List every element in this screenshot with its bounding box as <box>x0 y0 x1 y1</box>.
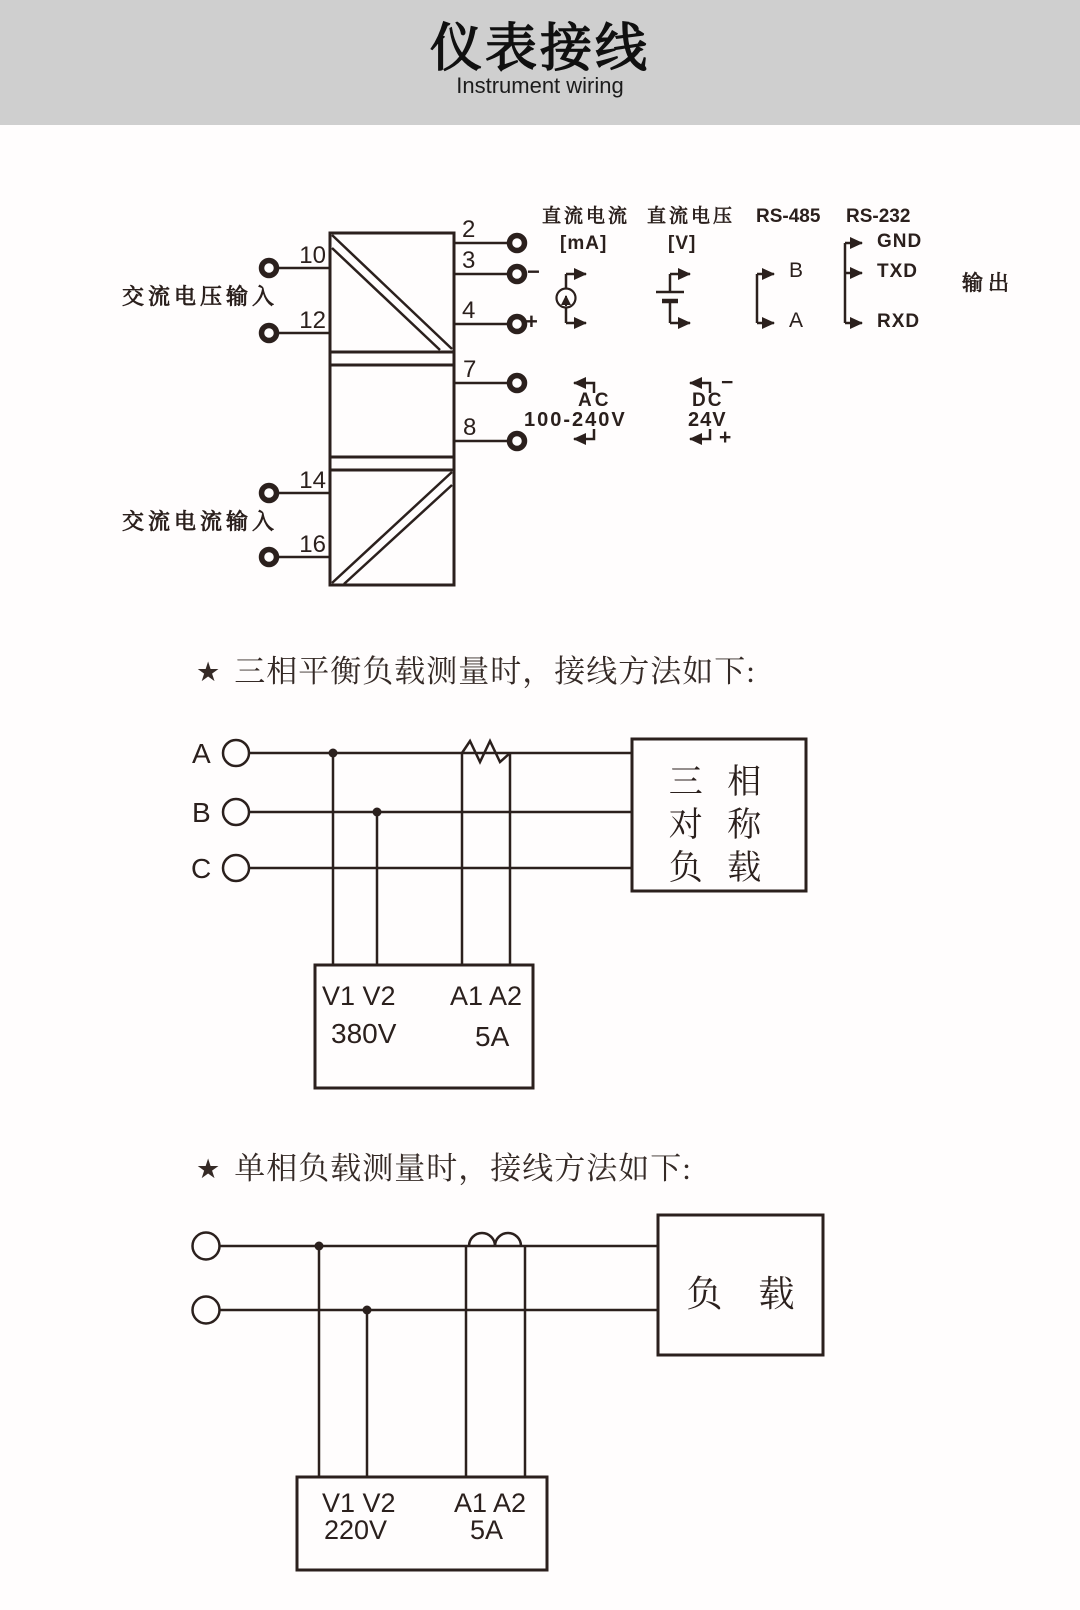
ac-voltage-input-label: 交流电压输入 <box>122 284 279 309</box>
meter1-current-terminals: A1 A2 <box>450 981 523 1011</box>
terminal-circle <box>510 434 525 449</box>
terminal-circle <box>510 376 525 391</box>
dc-current-label: 直流电流 <box>542 206 631 227</box>
terminal-16: 16 <box>299 531 326 558</box>
rs485-label: RS-485 <box>756 206 821 227</box>
meter2-current-terminals: A1 A2 <box>454 1488 527 1518</box>
isolation-diagonal-top <box>332 235 452 350</box>
meter1-voltage-terminals: V1 V2 <box>322 981 396 1011</box>
page-title: 仪表接线 <box>429 20 650 78</box>
power-dc-plus: + <box>719 426 732 449</box>
rs485-bracket <box>757 274 774 323</box>
rs232-pin-rxd: RXD <box>877 311 921 332</box>
terminal-7: 7 <box>463 356 477 383</box>
output-label: 输出 <box>962 272 1014 295</box>
terminal-12: 12 <box>299 307 326 334</box>
phase-terminal <box>193 1233 220 1260</box>
phase-label-a: A <box>192 738 211 769</box>
phase-terminal <box>223 740 249 766</box>
rs232-label: RS-232 <box>846 206 911 227</box>
three-phase-load-row-1: 三 相 <box>668 764 770 801</box>
terminal-4-plus: + <box>525 309 538 334</box>
dc-current-unit: [mA] <box>560 233 608 254</box>
terminal-3-minus: − <box>527 259 540 284</box>
star-icon: ★ <box>196 657 221 688</box>
power-dc-range: 24V <box>688 409 727 431</box>
dc-voltage-unit: [V] <box>668 233 697 254</box>
dc-current-source-symbol <box>557 274 587 323</box>
rs232-bracket <box>845 243 862 323</box>
single-phase-heading <box>196 1152 692 1186</box>
meter1-voltage-rating: 380V <box>331 1018 397 1049</box>
three-phase-heading <box>196 655 756 689</box>
power-ac-name: AC <box>578 390 612 411</box>
dc-voltage-label: 直流电压 <box>647 206 736 227</box>
star-icon: ★ <box>196 1154 221 1185</box>
isolation-diagonal-bottom <box>332 472 452 584</box>
terminal-8: 8 <box>463 414 477 441</box>
power-dc-name: DC <box>692 390 724 411</box>
three-phase-heading-text: 三相平衡负载测量时，接线方法如下: <box>234 654 756 689</box>
phase-terminal <box>223 855 249 881</box>
terminal-4: 4 <box>462 297 476 324</box>
phase-label-b: B <box>192 797 211 828</box>
meter2-current-rating: 5A <box>470 1515 504 1545</box>
terminal-circle <box>262 261 277 276</box>
terminal-circle <box>262 326 277 341</box>
terminal-circle <box>510 317 525 332</box>
terminal-circle <box>510 236 525 251</box>
dc-voltage-battery-symbol <box>656 274 690 323</box>
terminal-circle <box>262 550 277 565</box>
rs232-pin-txd: TXD <box>877 261 918 282</box>
single-phase-heading-text: 单相负载测量时，接线方法如下: <box>234 1151 692 1186</box>
current-transformer-symbol <box>469 1233 521 1246</box>
terminal-10: 10 <box>299 242 326 269</box>
three-phase-load-row-2: 对 称 <box>668 807 770 844</box>
terminal-14: 14 <box>299 467 326 494</box>
power-ac-range: 100-240V <box>524 409 627 431</box>
terminal-2: 2 <box>462 216 476 243</box>
phase-label-c: C <box>191 853 212 884</box>
three-phase-load-row-3: 负 载 <box>668 850 770 887</box>
ac-current-input-label: 交流电流输入 <box>122 509 279 534</box>
page-subtitle: Instrument wiring <box>456 73 624 98</box>
terminal-3: 3 <box>462 247 476 274</box>
current-transformer-symbol <box>462 741 510 762</box>
terminal-circle <box>262 486 277 501</box>
meter2-voltage-rating: 220V <box>324 1515 388 1545</box>
rs485-pin-a: A <box>789 309 804 332</box>
meter1-current-rating: 5A <box>475 1021 510 1052</box>
terminal-circle <box>510 267 525 282</box>
phase-terminal <box>223 799 249 825</box>
power-dc-minus: − <box>721 371 734 394</box>
rs485-pin-b: B <box>789 259 804 282</box>
single-phase-load-label: 负 载 <box>686 1274 795 1314</box>
meter2-voltage-terminals: V1 V2 <box>322 1488 396 1518</box>
phase-terminal <box>193 1297 220 1324</box>
rs232-pin-gnd: GND <box>877 231 923 252</box>
